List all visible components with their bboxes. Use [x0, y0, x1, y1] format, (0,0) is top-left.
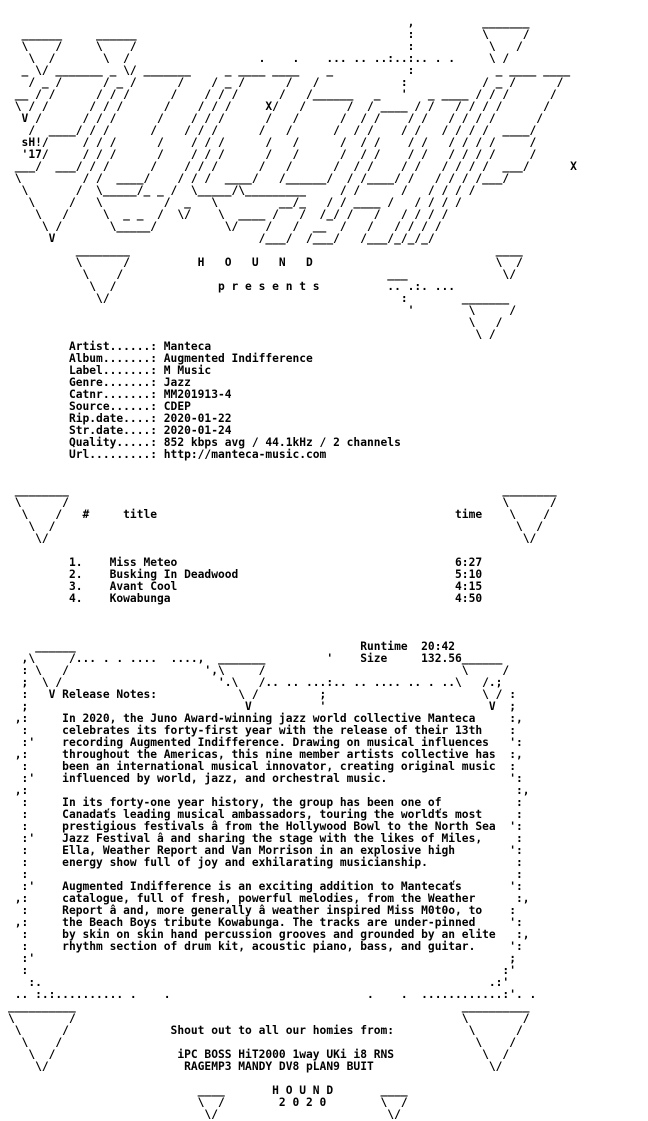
nfo-line: \ / \ / _ \ __/_ / / ____ / / / / / — [8, 196, 462, 209]
nfo-line: ________ ____ — [8, 244, 523, 257]
nfo-line: ___/ ___/ / / / / / / / / / / / / / / / / / ___/ X — [8, 160, 577, 173]
nfo-line: ,: In 2020, the Juno Award-winning jazz world collective Manteca :, — [8, 712, 523, 725]
nfo-line: \/ : _______ — [8, 292, 510, 305]
nfo-line: 3. Avant Cool 4:15 — [8, 580, 483, 593]
nfo-line: \ / p r e s e n t s .. .:. ... — [8, 280, 456, 293]
nfo-line: ,: :, — [8, 784, 530, 797]
nfo-line: ______ ______ : \ / — [8, 28, 530, 41]
nfo-line: Quality.....: 852 kbps avg / 44.1kHz / 2 channels — [8, 436, 401, 449]
nfo-line: _ \/ _______ _ \/ _______ _ ____ ____ _ : _ ____ ____ — [8, 64, 571, 77]
nfo-line: \ / — [8, 316, 503, 329]
nfo-line: ________ ________ — [8, 484, 557, 497]
nfo-line: Rip.date....: 2020-01-22 — [8, 412, 232, 425]
nfo-line: : :' — [8, 964, 516, 977]
nfo-line: 2. Busking In Deadwood 5:10 — [8, 568, 483, 581]
nfo-line: :' recording Augmented Indifference. Drawing on musical influences ': — [8, 736, 523, 749]
nfo-line: : energy show full of joy and exhilarating musicianship. : — [8, 856, 523, 869]
nfo-line: \ / \ / . . ... .. ..:..:.. . . \ / — [8, 52, 510, 65]
nfo-line: ,: throughout the Americas, this nine member artists collective has :, — [8, 748, 523, 761]
nfo-line: : \ / ',\ / \ / — [8, 664, 510, 677]
nfo-line: / _ / / _ / / / _ / / / : / _ / / — [8, 76, 564, 89]
nfo-line: \ / Shout out to all our homies from: \ / — [8, 1024, 523, 1037]
nfo-line: : by skin on skin hand percussion grooves and grounded by an elite :, — [8, 928, 530, 941]
nfo-line: Genre.......: Jazz — [8, 376, 191, 389]
nfo-line: ,: the Beach Boys tribute Kowabunga. The tracks are under-pinned ': — [8, 916, 523, 929]
nfo-line: :. .:' — [8, 976, 510, 989]
nfo-line: \ / \_____/ \/ / / __ / / / / / / — [8, 220, 442, 233]
nfo-line: \ / \ _ _ / \/ \ ____ / / /_/ / / / / / / — [8, 208, 449, 221]
nfo-line: Source......: CDEP — [8, 400, 191, 413]
nfo-line: \/ \/ — [8, 1108, 401, 1121]
nfo-line: \ / / ____/ / / / ____/ /______/ / /____/ / / / / /___/ — [8, 172, 510, 185]
nfo-line: Str.date....: 2020-01-24 — [8, 424, 232, 437]
nfo-line: : Report â and, more generally â weather inspired Miss M0t0o, to : — [8, 904, 516, 917]
nfo-line: 4. Kowabunga 4:50 — [8, 592, 483, 605]
nfo-line: \ / — [8, 328, 496, 341]
nfo-line: ______ Runtime 20:42 — [8, 640, 456, 653]
nfo-line: ,\ /... . . .... ...., _______ ' Size 132.56______ — [8, 652, 503, 665]
nfo-line: \ / \_____/_ _ / \_____/\_________ / / / / / / / — [8, 184, 476, 197]
nfo-ascii-document — [8, 17, 577, 1121]
nfo-line: \/ \/ — [8, 532, 537, 545]
nfo-line: \ / \ / — [8, 520, 544, 533]
nfo-line: :' Jazz Festival â and sharing the stage with the likes of Miles, : — [8, 832, 523, 845]
nfo-line: \ / \ / : \ / — [8, 40, 523, 53]
nfo-line: : Canadaťs leading musical ambassadors, touring the worldťs most : — [8, 808, 523, 821]
nfo-line: V / / / / / / / / / / / / / / / / / / / / — [8, 112, 544, 125]
nfo-line: __________ __________ — [8, 1000, 530, 1013]
nfo-line: : been an international musical innovator, creating original music : — [8, 760, 516, 773]
nfo-line: : In its forty-one year history, the group has been one of : — [8, 796, 523, 809]
nfo-line: \ / 2 0 2 0 \ / — [8, 1096, 408, 1109]
nfo-line: \ / \ / — [8, 1036, 516, 1049]
nfo-line: Artist......: Manteca — [8, 340, 212, 353]
nfo-line: \ / iPC BOSS HiT2000 1way UKi i8 RNS \ / — [8, 1048, 510, 1061]
nfo-line: Url.........: http://manteca-music.com — [8, 448, 327, 461]
nfo-line: V /___/ /___/ /___/_/_/_/ — [8, 232, 435, 245]
nfo-line: :' Augmented Indifference is an exciting addition to Mantecaťs ': — [8, 880, 523, 893]
nfo-line: Label.......: M Music — [8, 364, 212, 377]
nfo-line: Catnr.......: MM201913-4 — [8, 388, 232, 401]
nfo-line: \/ RAGEMP3 MANDY DV8 pLAN9 BUIT \/ — [8, 1060, 503, 1073]
nfo-line: __ / / / / / / / / / / /______ _ ' _ ____ / / / / — [8, 88, 557, 101]
nfo-line: ; \ / '.\ /.. .. ...:.. .. .... .. . ..\ /.; — [8, 676, 503, 689]
nfo-line: : rhythm section of drum kit, acoustic piano, bass, and guitar. ': — [8, 940, 523, 953]
nfo-line: \ / / / / / / / / / X/ / / / ____ / / / / / / / — [8, 100, 550, 113]
nfo-line: \ / # title time \ / — [8, 508, 550, 521]
nfo-line: ____ H O U N D ____ — [8, 1084, 408, 1097]
nfo-line: \ / \ / — [8, 496, 557, 509]
nfo-line: / ____/ / / / / / / / / / / / / / / / / / ____/ — [8, 124, 537, 137]
nfo-line: Album.......: Augmented Indifference — [8, 352, 313, 365]
nfo-line: :' ; — [8, 952, 516, 965]
nfo-line: \ / H O U N D \ / — [8, 256, 523, 269]
nfo-line: : celebrates its forty-first year with the release of their 13th : — [8, 724, 516, 737]
nfo-line: : prestigious festivals â from the Hollywood Bowl to the North Sea ': — [8, 820, 523, 833]
nfo-line: : : — [8, 868, 523, 881]
nfo-line: \ / ___ \/ — [8, 268, 516, 281]
nfo-line: : V Release Notes: \ / ; \ / : — [8, 688, 516, 701]
nfo-line: sH!/ / / / / / / / / / / / / / / / / / / / — [8, 136, 537, 149]
nfo-line: '17/ / / / / / / / / / / / / / / / / / / / — [8, 148, 537, 161]
nfo-line: 1. Miss Meteo 6:27 — [8, 556, 483, 569]
nfo-line: ' \ / — [8, 304, 516, 317]
nfo-line: ; V ' V ; — [8, 700, 516, 713]
nfo-line: , _______ — [8, 16, 530, 29]
nfo-line: .. :.:.......... . . . . ............:'. . — [8, 988, 537, 1001]
nfo-line: \ / \ / — [8, 1012, 530, 1025]
nfo-line: ,: catalogue, full of fresh, powerful melodies, from the Weather :, — [8, 892, 530, 905]
nfo-line: :' influenced by world, jazz, and orchestral music. ': — [8, 772, 523, 785]
nfo-line: : Ella, Weather Report and Van Morrison in an explosive high ': — [8, 844, 523, 857]
